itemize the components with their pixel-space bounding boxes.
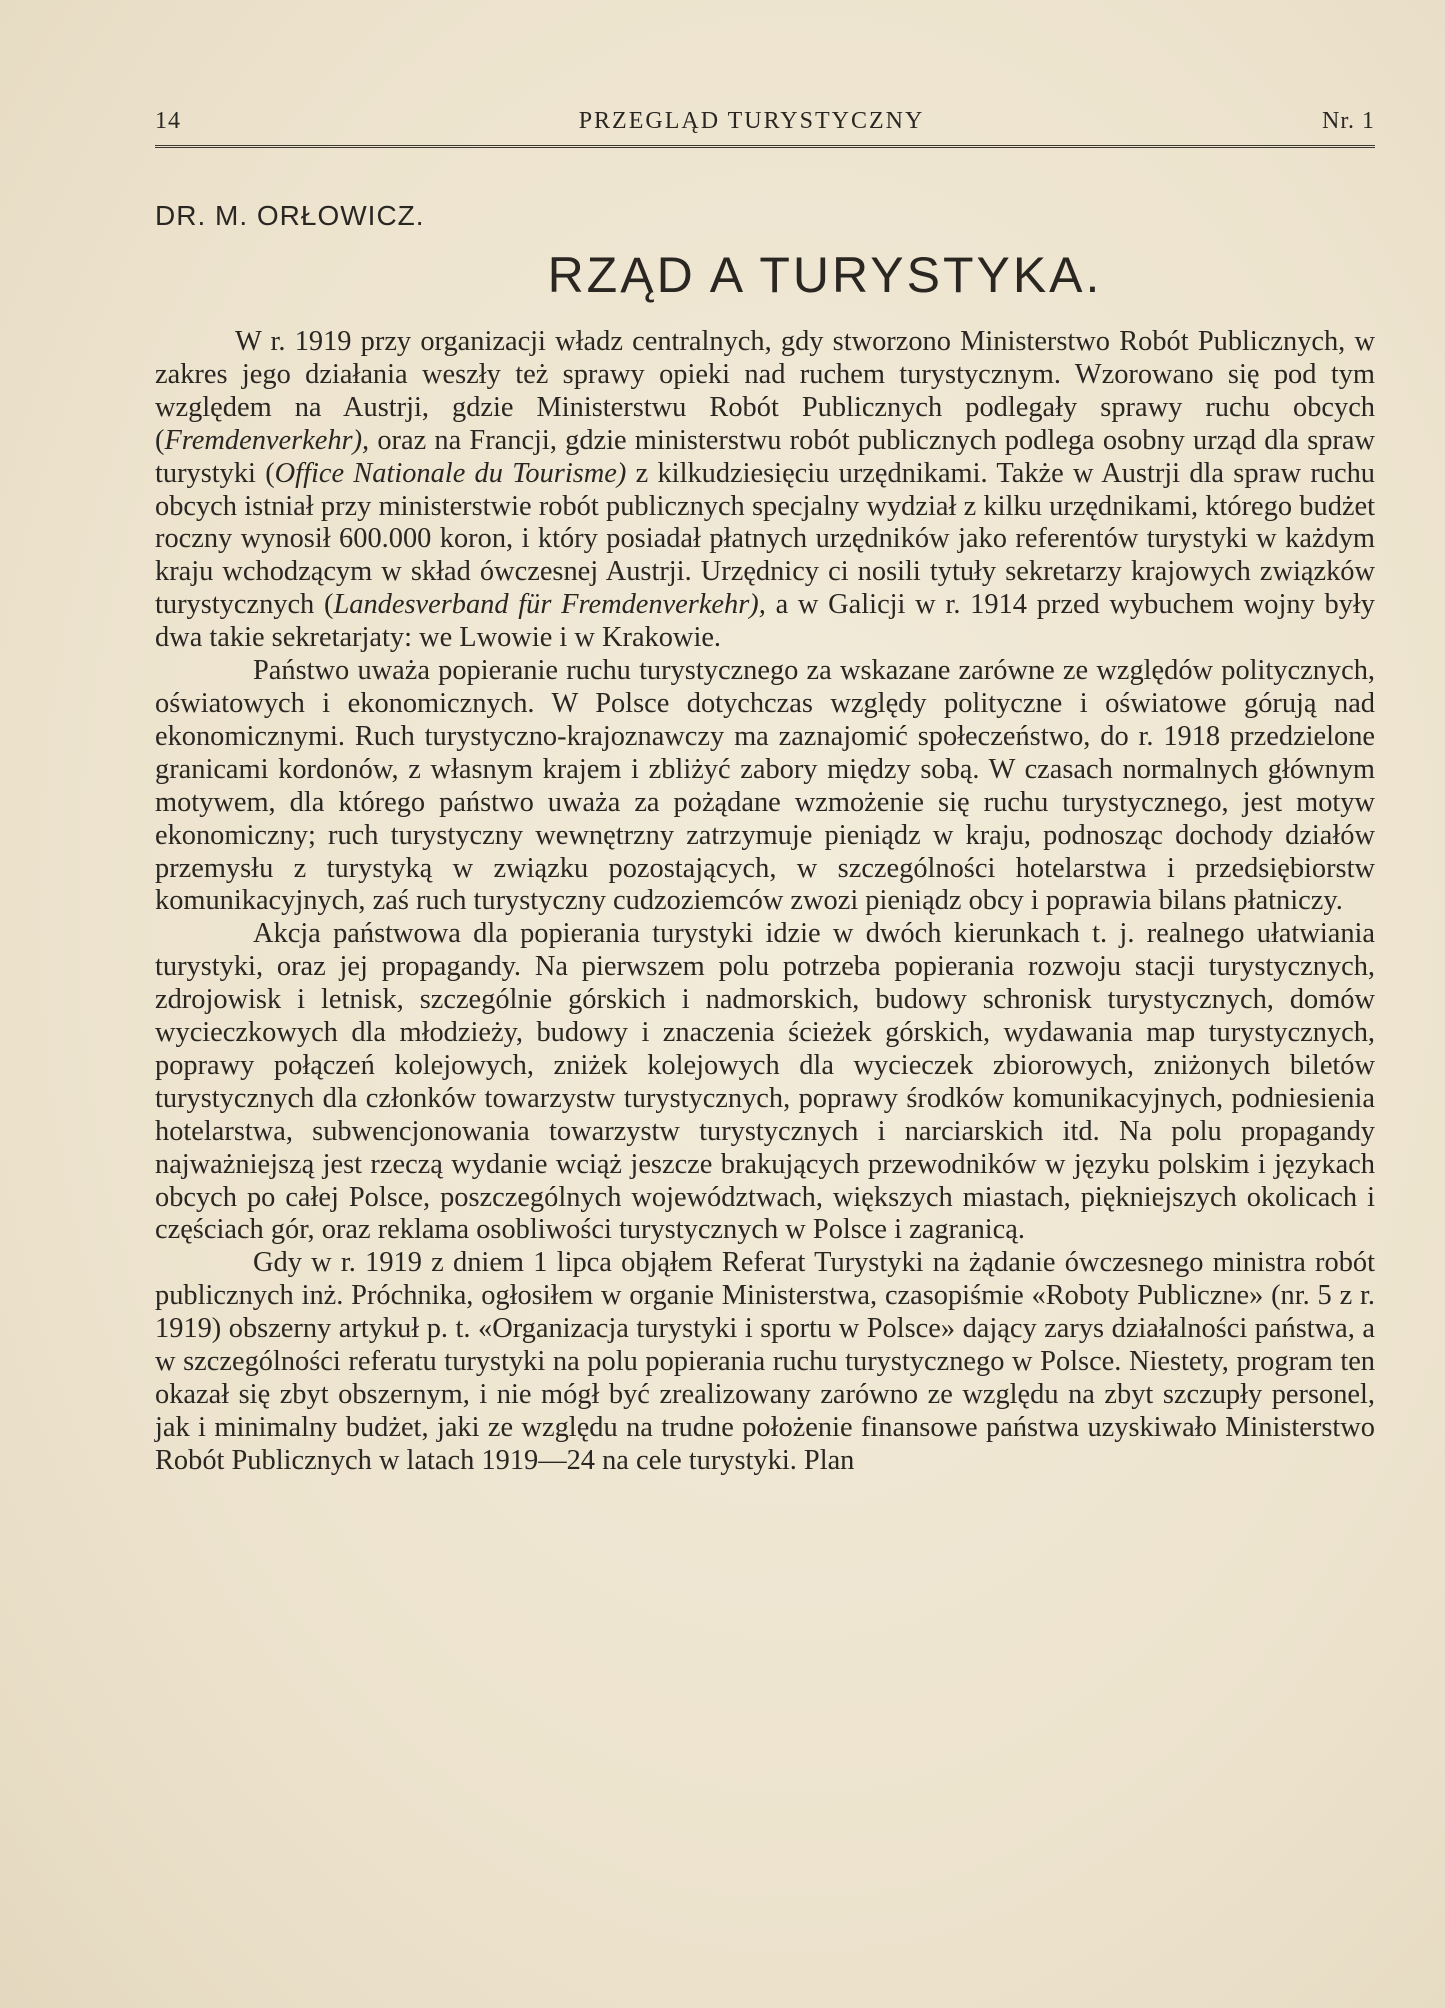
term-landesverband: Landesverband für Fremdenverkehr), [333,589,766,621]
paragraph-1-text-a: W r. 1919 przy organizacji władz centralnych, gdy stworzono Ministerstwo Robót Publicznych, w zakres jego działania weszły też sprawy opieki nad ruchem turystycznym. Wzorowano się pod tym względem na Austrji, gdzie Ministerstwu Robót Publicznych podlegały sprawy ruchu obcych ( [155,326,1375,456]
paragraph-1-text-b: oraz na Francji, gdzie ministerstwu robót publicznych podlega osobny urząd dla spraw turystyki ( [155,424,1375,489]
paragraph-3: Akcja państwowa dla popierania turystyki idzie w dwóch kierunkach t. j. realnego ułatwiania turystyki, oraz jej propagandy. Na pierwszem polu potrzeba popierania rozwoju stacji turystycznych, zdrojowisk i letnisk, szczególnie górskich i nadmorskich, budowy schronisk turystycznych, domów wycieczkowych dla młodzieży, budowy i znaczenia ścieżek górskich, wydawania map turystycznych, poprawy połączeń kolejowych, zniżek kolejowych dla wycieczek zbiorowych, zniżonych biletów turystycznych dla członków towarzystw turystycznych, poprawy środków komunikacyjnych, podniesienia hotelarstwa, subwencjonowania towarzystw turystycznych i narciarskich itd. Na polu propagandy najważniejszą jest rzeczą wydanie wciąż jeszcze brakujących przewodników w języku polskim i językach obcych po całej Polsce, poszczególnych województwach, większych miastach, piękniejszych okolicach i częściach gór, oraz reklama osobliwości turystycznych w Polsce i zagranicą. [155,918,1375,1246]
paragraph-1 [155,326,1375,655]
issue-number: Nr. 1 [1321,108,1375,134]
article-body [155,326,1375,1478]
term-office-nationale: Office Nationale du Tourisme) [274,457,627,489]
article-author: DR. M. ORŁOWICZ. [155,200,425,231]
paragraph-1-text-c: z kilkudziesięciu urzędnikami. Także w Austrji dla spraw ruchu obcych istniał przy ministerstwie robót publicznych specjalny wydział z kilku urzędnikami, którego budżet roczny wynosił 600.000 koron, i który posiadał płatnych urzędników jako referentów turystyki w każdym kraju wchodzącym w skład ówczesnej Austrji. Urzędnicy ci nosili tytuły sekretarzy krajowych związków turystycznych ( [155,457,1375,621]
paragraph-4: Gdy w r. 1919 z dniem 1 lipca objąłem Referat Turystyki na żądanie ówczesnego ministra robót publicznych inż. Próchnika, ogłosiłem w organie Ministerstwa, czasopiśmie «Roboty Publiczne» (nr. 5 z r. 1919) obszerny artykuł p. t. «Organizacja turystyki i sportu w Polsce» dający zarys działalności państwa, a w szczególności referatu turystyki na polu popierania ruchu turystycznego w Polsce. Niestety, program ten okazał się zbyt obszernym, i nie mógł być zrealizowany zarówno ze względu na zbyt szczupły personel, jak i minimalny budżet, jaki ze względu na trudne położenie finansowe państwa uzyskiwało Ministerstwo Robót Publicznych w latach 1919—24 na cele turystyki. Plan [155,1247,1375,1476]
article-title: RZĄD A TURYSTYKA. [547,247,1103,303]
paragraph-2: Państwo uważa popieranie ruchu turystycznego za wskazane zarówne ze względów politycznych, oświatowych i ekonomicznych. W Polsce dotychczas względy polityczne i oświatowe górują nad ekonomicznymi. Ruch turystyczno-krajoznawczy ma zaznajomić społeczeństwo, do r. 1918 przedzielone granicami kordonów, z własnym krajem i zbliżyć zabory między sobą. W czasach normalnych głównym motywem, dla którego państwo uważa za pożądane wzmożenie się ruchu turystycznego, jest motyw ekonomiczny; ruch turystyczny wewnętrzny zatrzymuje pieniądz w kraju, podnosząc dochody działów przemysłu z turystyką w związku pozostających, w szczególności hotelarstwa i przedsiębiorstw komunikacyjnych, zaś ruch turystyczny cudzoziemców zwozi pieniądz obcy i poprawia bilans płatniczy. [155,655,1375,917]
journal-title: PRZEGLĄD TURYSTYCZNY [578,108,925,134]
running-header [155,108,1375,148]
page-number: 14 [155,108,181,134]
paragraph-1-text-d: a w Galicji w r. 1914 przed wybuchem wojny były dwa takie sekretarjaty: we Lwowie i w Krakowie. [155,589,1375,654]
term-fremdenverkehr: Fremdenverkehr), [164,424,370,456]
